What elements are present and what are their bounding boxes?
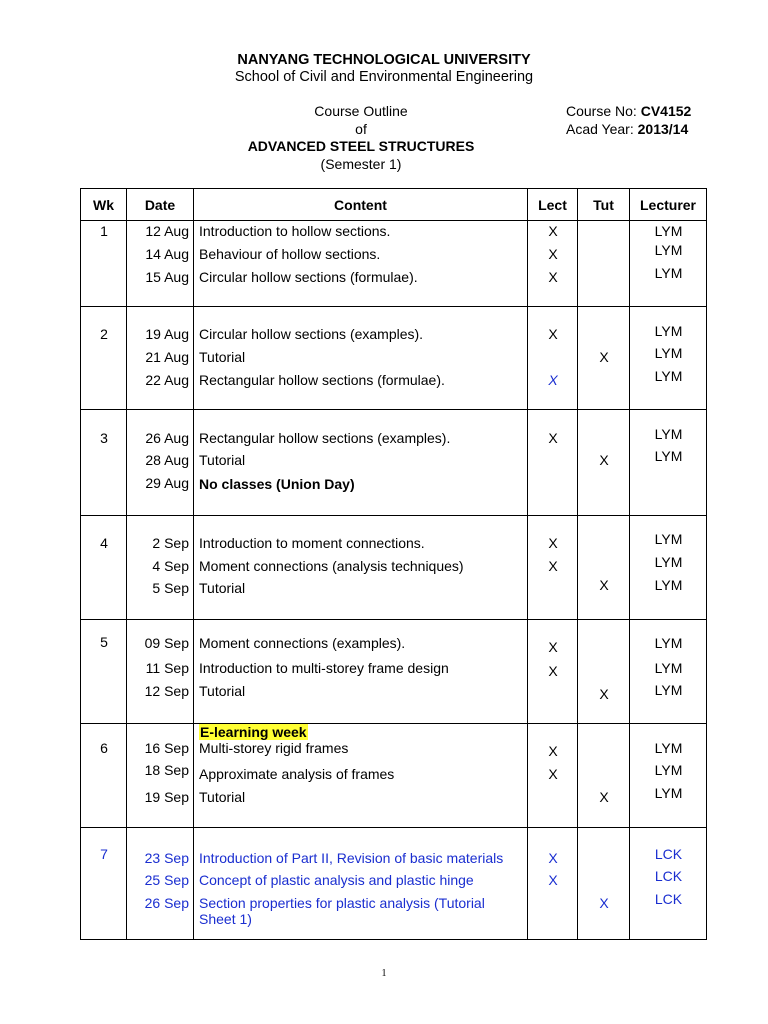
lecturer-initials: LYM: [654, 762, 683, 778]
lect-mark: X: [548, 766, 558, 782]
week-number: 5: [100, 634, 108, 650]
table-row: [81, 620, 707, 724]
lecturer-initials: LYM: [654, 345, 683, 361]
content-cell: [194, 828, 528, 940]
tut-mark: X: [599, 895, 609, 911]
date-value: 21 Aug: [145, 349, 189, 365]
column-header-wk: Wk: [81, 189, 127, 221]
date-cell: [127, 724, 194, 828]
content-text: Concept of plastic analysis and plastic hinge: [199, 872, 474, 888]
lect-cell: [528, 516, 578, 620]
content-text: Rectangular hollow sections (formulae).: [199, 372, 445, 388]
university-name: NANYANG TECHNOLOGICAL UNIVERSITY: [237, 52, 531, 68]
academic-year: [566, 121, 688, 137]
semester-label: (Semester 1): [320, 156, 402, 172]
course-no-value: CV4152: [640, 103, 692, 119]
tut-cell: [578, 620, 630, 724]
column-header-lect: Lect: [528, 189, 578, 221]
table-row: [81, 516, 707, 620]
date-value: 2 Sep: [152, 535, 189, 551]
content-text: Moment connections (analysis techniques): [199, 558, 464, 574]
week-number: 1: [100, 223, 108, 239]
table-row: [81, 307, 707, 410]
content-cell: [194, 307, 528, 410]
lect-mark: X: [548, 223, 558, 239]
lecturer-cell: [630, 516, 707, 620]
lect-cell: [528, 307, 578, 410]
lecturer-initials: LYM: [654, 785, 683, 801]
date-value: 18 Sep: [144, 762, 189, 778]
date-value: 22 Aug: [145, 372, 189, 388]
lect-mark: X: [548, 663, 558, 679]
lecturer-initials: LYM: [654, 740, 683, 756]
content-text: Introduction to multi-storey frame design: [199, 660, 449, 676]
date-value: 29 Aug: [145, 475, 189, 491]
lect-cell: [528, 828, 578, 940]
week-number: 2: [100, 326, 108, 342]
tut-cell: [578, 828, 630, 940]
date-value: 19 Sep: [144, 789, 189, 805]
tut-mark: X: [599, 349, 609, 365]
content-text: Rectangular hollow sections (examples).: [199, 430, 451, 446]
lecturer-cell: [630, 828, 707, 940]
lecturer-initials: LYM: [654, 265, 683, 281]
date-cell: [127, 221, 194, 307]
lecturer-initials: LYM: [654, 635, 683, 651]
lecturer-initials: LYM: [654, 223, 683, 239]
content-cell: [194, 724, 528, 828]
course-outline-label: Course Outline: [314, 103, 408, 119]
date-value: 11 Sep: [145, 660, 189, 676]
lect-cell: [528, 724, 578, 828]
content-text: Behaviour of hollow sections.: [199, 246, 381, 262]
lecturer-initials: LYM: [654, 577, 683, 593]
content-cell: [194, 221, 528, 307]
table-header-row: [81, 189, 707, 221]
lect-mark: X: [548, 246, 558, 262]
date-value: 5 Sep: [152, 580, 189, 596]
week-number: 7: [100, 846, 108, 862]
content-cell: [194, 620, 528, 724]
lect-cell: [528, 221, 578, 307]
lect-mark: X: [548, 872, 558, 888]
content-text: Tutorial: [199, 789, 246, 805]
week-cell: [81, 516, 127, 620]
content-text: Section properties for plastic analysis (Tutorial Sheet 1): [199, 895, 485, 927]
date-value: 26 Aug: [145, 430, 189, 446]
tut-cell: [578, 307, 630, 410]
table-row: [81, 221, 707, 307]
content-text: Introduction to hollow sections.: [199, 223, 391, 239]
page-number: 1: [381, 968, 387, 979]
date-value: 28 Aug: [145, 452, 189, 468]
column-header-tut: Tut: [578, 189, 630, 221]
lect-mark: X: [548, 535, 558, 551]
week-cell: [81, 620, 127, 724]
date-value: 4 Sep: [152, 558, 189, 574]
content-text: Tutorial: [199, 349, 246, 365]
content-text: Multi-storey rigid frames: [199, 740, 349, 756]
lecturer-initials: LYM: [654, 448, 683, 464]
acad-year-value: 2013/14: [637, 121, 689, 137]
date-value: 15 Aug: [145, 269, 189, 285]
week-number: 6: [100, 740, 108, 756]
lecturer-initials: LYM: [654, 426, 683, 442]
lect-mark: X: [548, 430, 558, 446]
course-number: [566, 103, 691, 119]
school-name: School of Civil and Environmental Engineering: [234, 69, 534, 85]
lecturer-initials: LYM: [654, 682, 683, 698]
week-number: 4: [100, 535, 108, 551]
date-value: 16 Sep: [144, 740, 189, 756]
date-cell: [127, 307, 194, 410]
date-value: 26 Sep: [144, 895, 189, 911]
date-cell: [127, 828, 194, 940]
lecturer-cell: [630, 410, 707, 516]
lecturer-initials: LYM: [654, 242, 683, 258]
lect-mark: X: [548, 639, 558, 655]
tut-cell: [578, 221, 630, 307]
content-text: Approximate analysis of frames: [199, 766, 395, 782]
content-text: Tutorial: [199, 683, 246, 699]
lecturer-initials: LYM: [654, 323, 683, 339]
lecturer-initials: LYM: [654, 554, 683, 570]
week-number: 3: [100, 430, 108, 446]
table-row: [81, 724, 707, 828]
date-value: 14 Aug: [145, 246, 189, 262]
date-cell: [127, 516, 194, 620]
date-value: 25 Sep: [144, 872, 189, 888]
e-learning-week-note: E-learning week: [200, 724, 307, 740]
lect-mark: X: [548, 326, 558, 342]
column-header-content: Content: [194, 189, 528, 221]
week-cell: [81, 307, 127, 410]
date-cell: [127, 620, 194, 724]
lect-mark: X: [548, 743, 558, 759]
course-title: ADVANCED STEEL STRUCTURES: [247, 138, 475, 154]
of-label: of: [355, 121, 367, 137]
acad-year-label: Acad Year:: [566, 121, 634, 137]
lect-mark: X: [548, 850, 558, 866]
tut-cell: [578, 410, 630, 516]
lecturer-initials: LCK: [654, 868, 683, 884]
date-value: 09 Sep: [144, 635, 189, 651]
lecturer-initials: LYM: [654, 660, 683, 676]
lecturer-cell: [630, 724, 707, 828]
content-text: Introduction of Part II, Revision of basic materials: [199, 850, 504, 866]
lecturer-cell: [630, 620, 707, 724]
content-text: Circular hollow sections (examples).: [199, 326, 424, 342]
week-cell: [81, 828, 127, 940]
date-value: 12 Aug: [145, 223, 189, 239]
lecturer-initials: LYM: [654, 531, 683, 547]
lecturer-cell: [630, 307, 707, 410]
lect-cell: [528, 620, 578, 724]
lect-mark: X: [548, 558, 558, 574]
content-text: Introduction to moment connections.: [199, 535, 425, 551]
column-header-date: Date: [127, 189, 194, 221]
course-no-label: Course No:: [566, 103, 637, 119]
content-text: Tutorial: [199, 580, 246, 596]
lecturer-initials: LCK: [654, 891, 683, 907]
table-row: [81, 410, 707, 516]
tut-cell: [578, 724, 630, 828]
content-cell: [194, 516, 528, 620]
table-row: [81, 828, 707, 940]
lect-cell: [528, 410, 578, 516]
lecturer-initials: LYM: [654, 368, 683, 384]
tut-cell: [578, 516, 630, 620]
lect-mark: X: [548, 372, 558, 388]
column-header-lecturer: Lecturer: [630, 189, 707, 221]
content-text: Circular hollow sections (formulae).: [199, 269, 418, 285]
tut-mark: X: [599, 452, 609, 468]
week-cell: [81, 724, 127, 828]
tut-mark: X: [599, 686, 609, 702]
content-cell: [194, 410, 528, 516]
date-value: 12 Sep: [144, 683, 189, 699]
tut-mark: X: [599, 789, 609, 805]
week-cell: [81, 410, 127, 516]
date-value: 19 Aug: [145, 326, 189, 342]
date-cell: [127, 410, 194, 516]
tut-mark: X: [599, 577, 609, 593]
content-text: Moment connections (examples).: [199, 635, 406, 651]
content-text: Tutorial: [199, 452, 246, 468]
content-text: No classes (Union Day): [199, 476, 355, 492]
date-value: 23 Sep: [144, 850, 189, 866]
course-schedule-table: [80, 188, 707, 940]
lecturer-initials: LCK: [654, 846, 683, 862]
lecturer-cell: [630, 221, 707, 307]
week-cell: [81, 221, 127, 307]
lect-mark: X: [548, 269, 558, 285]
